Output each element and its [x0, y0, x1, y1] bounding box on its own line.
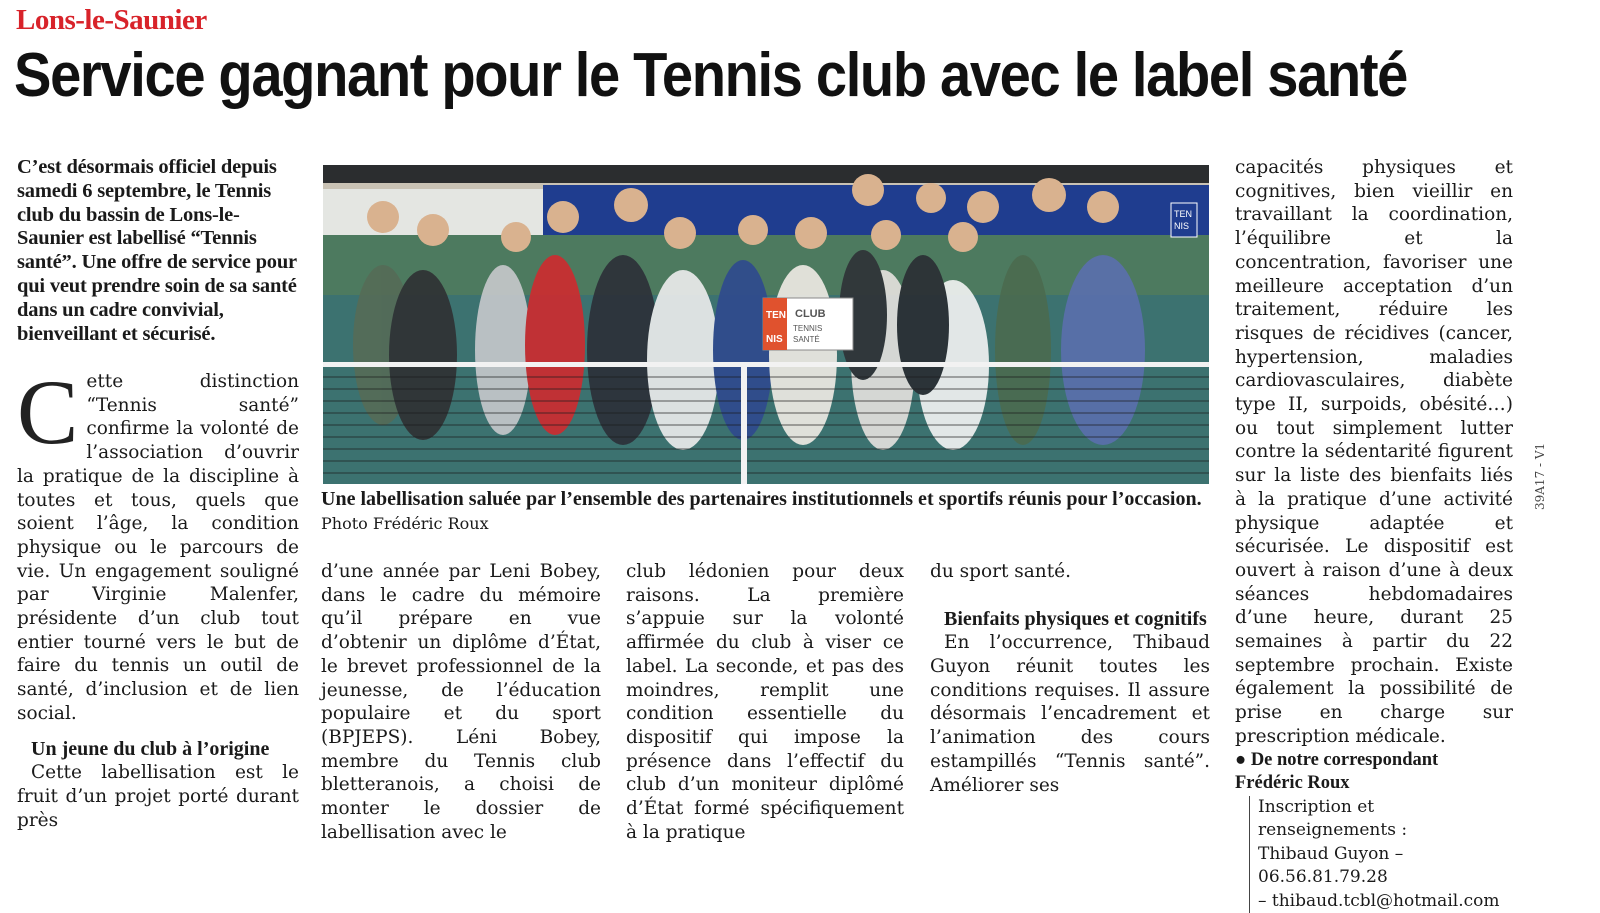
photo-credit: Photo Frédéric Roux	[321, 514, 489, 533]
article-column-3	[626, 560, 904, 844]
svg-text:NIS: NIS	[1174, 221, 1190, 231]
group-photo-illustration	[323, 165, 1209, 484]
tennis-banner-logo	[1171, 203, 1197, 237]
byline-author: Frédéric Roux	[1235, 773, 1350, 794]
article-photo	[323, 165, 1209, 484]
sign-ten: TEN	[766, 310, 786, 321]
paragraph-2c: club lédonien pour deux raisons. La première s’appuie sur la volonté affirmée du club à viser ce label. La seconde, et pas des moindres, remplit une condition essentielle du dispositif qui impose la présence dans l’effectif du club d’un moniteur diplômé d’État formé spécifiquement à la pratique	[626, 561, 904, 843]
byline-bullet: ●	[1235, 749, 1247, 770]
caption-text: Une labellisation saluée par l’ensemble des partenaires institutionnels et sportifs réunis pour l’occasion.	[321, 488, 1202, 510]
contact-title: Inscription et renseignements :	[1258, 796, 1408, 841]
byline	[1235, 749, 1513, 796]
paragraph-4: capacités physiques et cognitives, bien vieillir en travaillant la coordination, l’équilibre et la concentration, favoriser une meilleure acceptation d’un traitement, réduire les risques de récidives (cancer, hypertension, maladies cardiovasculaires, diabète type II, surpoids, obésité…) ou tout simplement lutter contre la sédentarité figurent sur la liste des bienfaits liés à la pratique d’une activité physique adaptée et sécurisée. Le dispositif est ouvert à raison d’une à deux séances hebdomadaires d’une heure, durant 25 semaines à partir du 22 septembre prochain. Existe également la possibilité de prise en charge sur prescription médicale.	[1235, 157, 1513, 747]
contact-info	[1249, 796, 1513, 913]
club-tennis-sante-sign	[763, 298, 853, 350]
paragraph-2b: d’une année par Leni Bobey, dans le cadre du mémoire qu’il prépare en vue d’obtenir un diplôme d’État, le brevet professionnel de la jeunesse, de l’éducation populaire et du sport (BPJEPS). Léni Bobey, membre du Tennis club bletteranois, a choisi de monter le dossier de labellisation avec le	[321, 561, 601, 843]
subheading-1: Un jeune du club à l’origine	[31, 737, 270, 760]
byline-role: De notre correspondant	[1250, 749, 1439, 770]
article-column-1	[17, 361, 299, 832]
lead-paragraph	[17, 156, 299, 346]
svg-text:TEN: TEN	[1174, 209, 1192, 219]
section-rubric: Lons-le-Saunier	[16, 4, 207, 36]
paragraph-1	[17, 361, 299, 726]
sign-sante: SANTÉ	[793, 335, 820, 344]
photo-caption	[321, 487, 1211, 536]
paragraph-1-text: ette distinction “Tennis santé” confirme la volonté de l’association d’ouvrir la pratique de la discipline à toutes et tous, quels que soient l’âge, la condition physique ou le parcours de vie. Un engagement souligné par Virginie Malenfer, présidente d’un club tout entier tourné vers le but de faire du tennis un outil de santé, d’inclusion et de lien social.	[17, 371, 299, 724]
paragraph-2d: du sport santé.	[930, 561, 1071, 582]
article-column-4	[930, 560, 1210, 797]
paragraph-2a: Cette labellisation est le fruit d’un projet porté durant près	[17, 762, 299, 831]
lead-text: C’est désormais officiel depuis samedi 6 septembre, le Tennis club du bassin de Lons-le-Saunier est labellisé “Tennis santé”. Une offre de service pour qui veut prendre soin de sa santé dans un cadre convivial, bienveillant et sécurisé.	[17, 156, 297, 345]
sign-nis: NIS	[766, 334, 783, 345]
subheading-2: Bienfaits physiques et cognitifs	[944, 607, 1207, 630]
sign-tennis: TENNIS	[793, 324, 823, 333]
paragraph-3: En l’occurrence, Thibaud Guyon réunit toutes les conditions requises. Il assure désormais l’encadrement et l’animation des cours estampillés “Tennis santé”. Améliorer ses	[930, 632, 1210, 796]
edition-code: 39A17 - V1	[1533, 442, 1547, 510]
contact-email: – thibaud.tcbl@hotmail.com	[1258, 890, 1500, 911]
contact-phone: Thibaud Guyon – 06.56.81.79.28	[1258, 843, 1404, 888]
article-column-5	[1235, 156, 1513, 913]
headline: Service gagnant pour le Tennis club avec le label santé	[14, 41, 1408, 110]
drop-cap: C	[17, 361, 79, 463]
sign-club: CLUB	[795, 308, 826, 320]
article-column-2	[321, 560, 601, 844]
